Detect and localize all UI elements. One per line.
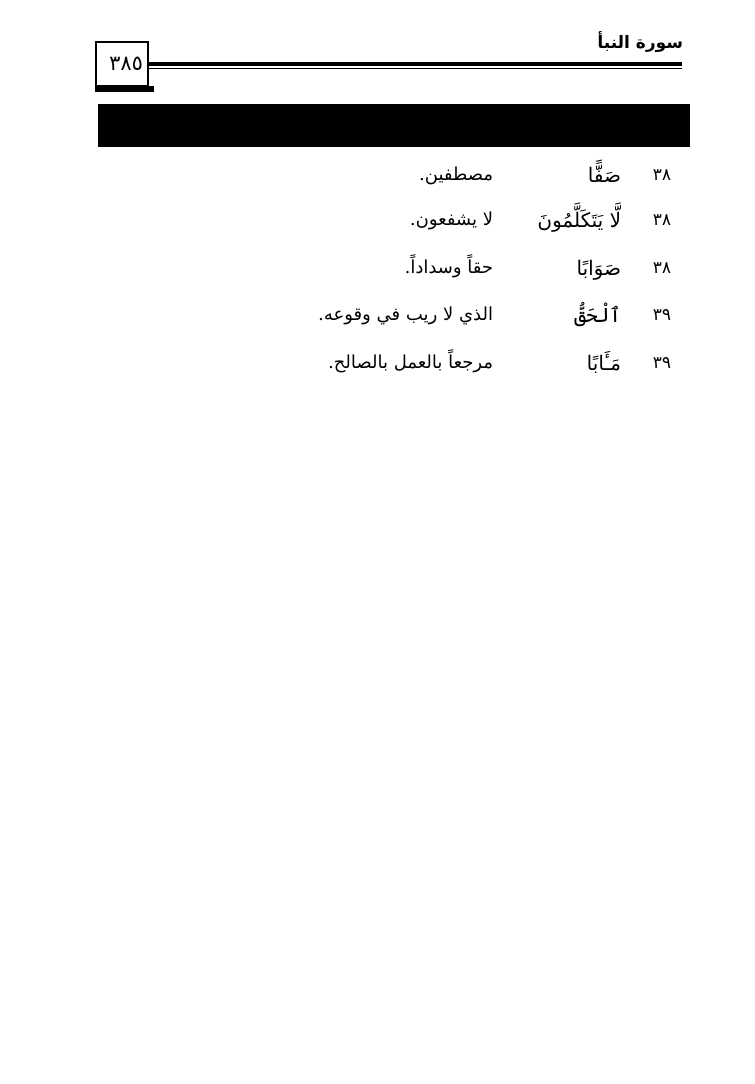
table-row [0,251,755,291]
quran-word: صَفًّا [587,163,621,187]
word-meaning: مرجعاً بالعمل بالصالح. [328,352,493,373]
verse-number: ٣٩ [652,353,671,373]
verse-number: ٣٨ [652,165,671,185]
page-number: ٣٨٥ [109,51,143,75]
word-meaning: الذي لا ريب في وقوعه. [318,304,493,325]
table-header-bar [98,104,690,147]
header-rule-thick [149,62,682,66]
verse-number: ٣٨ [652,210,671,230]
table-row [0,158,755,198]
quran-word: لَّا يَتَكَلَّمُونَ [537,208,621,232]
word-meaning: مصطفين. [419,164,493,185]
table-row [0,298,755,338]
word-meaning: حقاً وسداداً. [404,257,493,278]
table-row [0,203,755,243]
word-meaning: لا يشفعون. [409,209,493,230]
quran-word: مَـَٔابًا [586,351,621,375]
surah-title: سورة النبأ [597,33,683,53]
quran-word: صَوَابًا [576,256,621,280]
quran-word: ٱلْحَقُّ [574,303,621,327]
header-rule-thin [149,68,682,69]
table-row [0,346,755,386]
verse-number: ٣٩ [652,305,671,325]
verse-number: ٣٨ [652,258,671,278]
